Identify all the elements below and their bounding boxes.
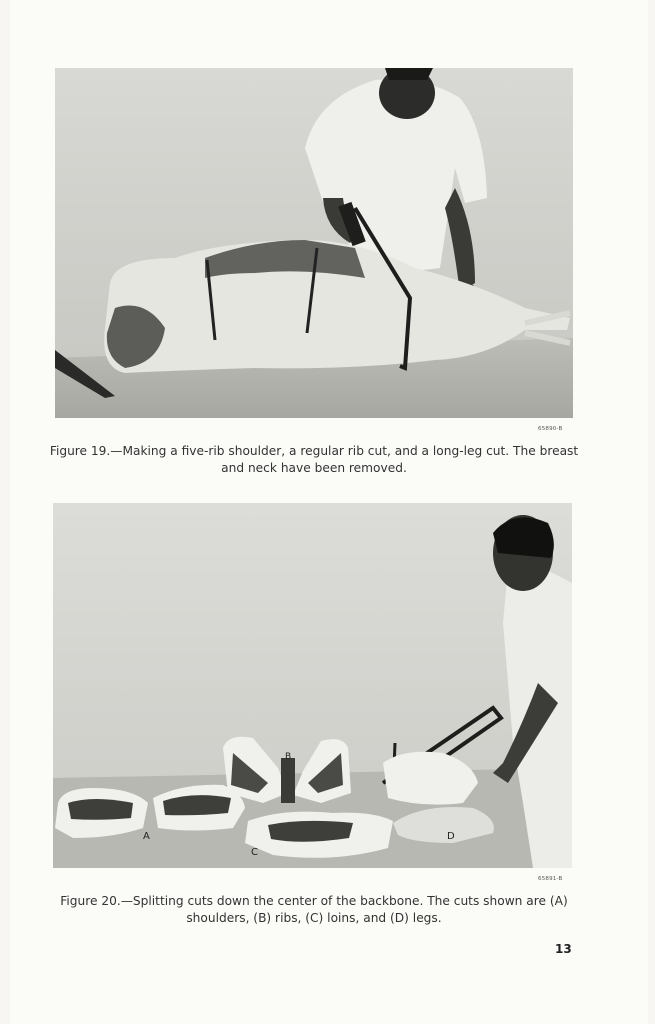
label-b: B [285,752,292,762]
figure-20-illustration [53,503,572,868]
label-c: C [251,847,258,858]
page-number: 13 [555,942,572,956]
figure-19-negative-number: 65890-B [538,426,563,432]
figure-19-illustration [55,68,573,418]
figure-20-photo [53,503,572,868]
figure-19-caption: Figure 19.—Making a five-rib shoulder, a regular rib cut, and a long-leg cut. The breast and neck have been removed. [49,444,579,475]
label-a: A [143,831,150,842]
label-d: D [447,831,455,842]
figure-19-photo [55,68,573,418]
figure-20-negative-number: 65891-B [538,876,563,882]
figure-20-caption: Figure 20.—Splitting cuts down the center of the backbone. The cuts shown are (A) shoulders, (B) ribs, (C) loins, and (D) legs. [60,894,568,925]
